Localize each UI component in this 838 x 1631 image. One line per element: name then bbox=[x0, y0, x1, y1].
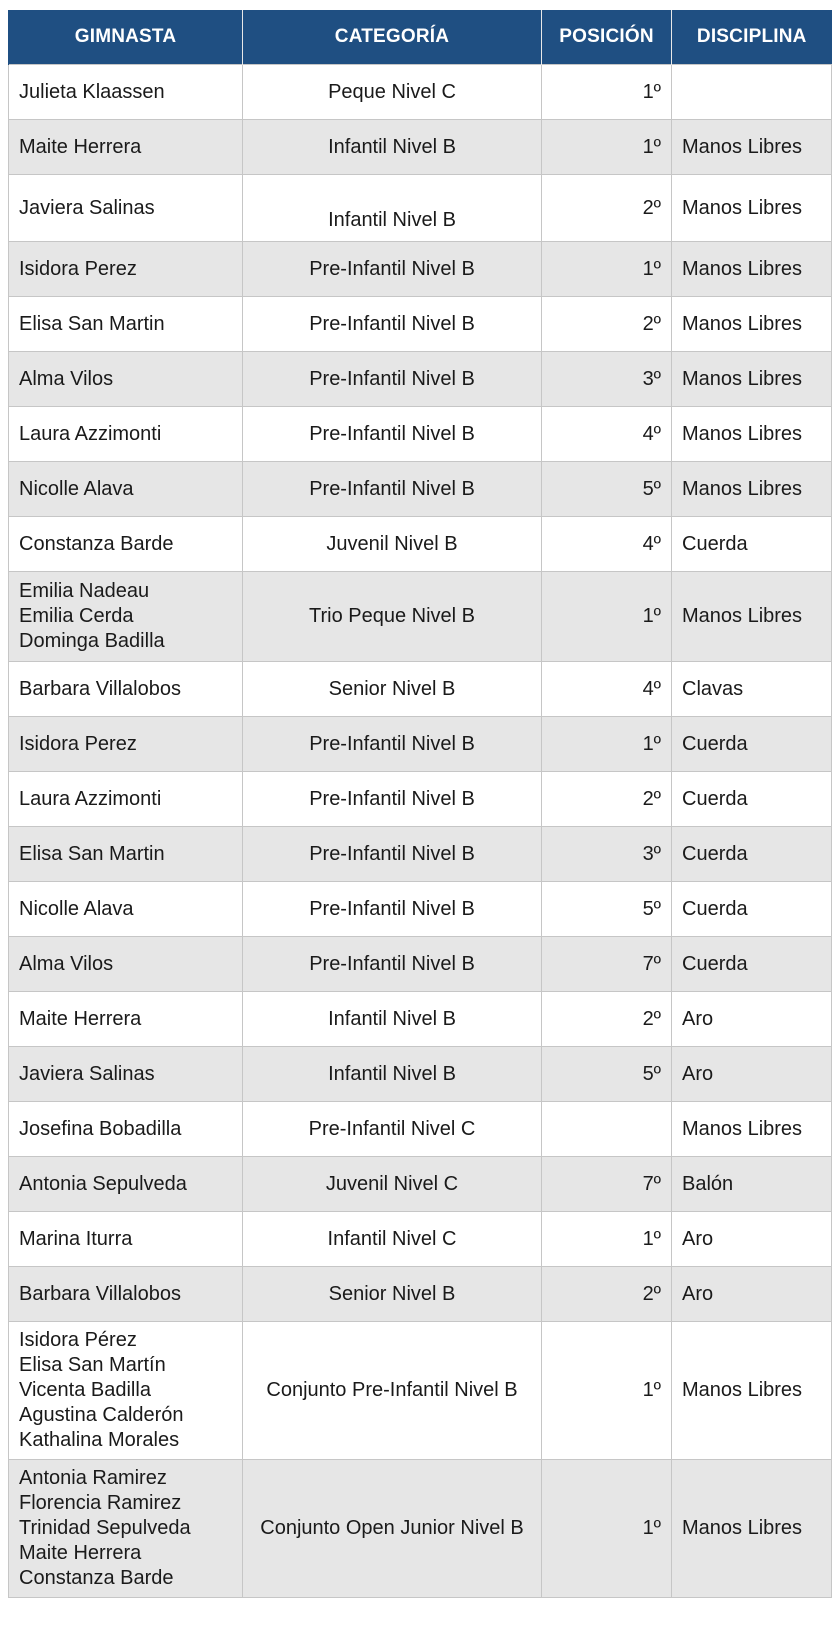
gimnasta-name: Javiera Salinas bbox=[19, 197, 155, 219]
categoria-text: Pre-Infantil Nivel B bbox=[309, 732, 475, 755]
gimnasta-name: Elisa San Martin bbox=[19, 842, 165, 865]
cell-disciplina: Cuerda bbox=[672, 517, 832, 572]
cell-gimnasta bbox=[9, 662, 243, 717]
table-row bbox=[9, 662, 832, 717]
cell-categoria bbox=[243, 827, 542, 882]
cell-gimnasta bbox=[9, 65, 243, 120]
gimnasta-name: Nicolle Alava bbox=[19, 897, 134, 920]
cell-categoria bbox=[243, 662, 542, 717]
cell-categoria bbox=[243, 882, 542, 937]
categoria-text: Juvenil Nivel B bbox=[326, 532, 458, 555]
table-row bbox=[9, 120, 832, 175]
table-row bbox=[9, 1157, 832, 1212]
cell-categoria bbox=[243, 1047, 542, 1102]
cell-posicion: 2º bbox=[542, 992, 672, 1047]
cell-gimnasta bbox=[9, 827, 243, 882]
gimnasta-name: Josefina Bobadilla bbox=[19, 1117, 182, 1140]
gimnasta-name: Alma Vilos bbox=[19, 367, 114, 390]
cell-categoria bbox=[243, 517, 542, 572]
cell-disciplina: Aro bbox=[672, 1047, 832, 1102]
cell-posicion: 2º bbox=[542, 175, 672, 242]
cell-disciplina: Clavas bbox=[672, 662, 832, 717]
cell-disciplina: Cuerda bbox=[672, 772, 832, 827]
gimnasta-name: Florencia Ramirez bbox=[19, 1492, 182, 1514]
cell-disciplina: Manos Libres bbox=[672, 297, 832, 352]
table-row bbox=[9, 462, 832, 517]
cell-categoria bbox=[243, 352, 542, 407]
cell-disciplina: Balón bbox=[672, 1157, 832, 1212]
table-row bbox=[9, 772, 832, 827]
cell-posicion: 2º bbox=[542, 297, 672, 352]
header-disciplina: DISCIPLINA bbox=[672, 10, 832, 65]
categoria-text: Pre-Infantil Nivel B bbox=[309, 257, 475, 280]
cell-gimnasta bbox=[9, 242, 243, 297]
cell-gimnasta bbox=[9, 175, 243, 242]
table-header bbox=[9, 10, 832, 65]
cell-categoria bbox=[243, 1460, 542, 1598]
gimnasta-name: Dominga Badilla bbox=[19, 630, 165, 652]
gimnasta-name: Kathalina Morales bbox=[19, 1429, 180, 1451]
cell-posicion: 1º bbox=[542, 65, 672, 120]
cell-disciplina: Manos Libres bbox=[672, 1102, 832, 1157]
table-row bbox=[9, 1460, 832, 1598]
gimnasta-name: Agustina Calderón bbox=[19, 1404, 184, 1426]
cell-gimnasta bbox=[9, 1102, 243, 1157]
cell-disciplina: Cuerda bbox=[672, 717, 832, 772]
cell-gimnasta bbox=[9, 1212, 243, 1267]
categoria-text: Trio Peque Nivel B bbox=[309, 605, 475, 627]
table-row bbox=[9, 1267, 832, 1322]
cell-categoria bbox=[243, 1267, 542, 1322]
gimnasta-name: Constanza Barde bbox=[19, 532, 174, 555]
table-row bbox=[9, 1212, 832, 1267]
cell-disciplina: Aro bbox=[672, 992, 832, 1047]
gimnasta-name: Barbara Villalobos bbox=[19, 677, 181, 700]
cell-disciplina: Cuerda bbox=[672, 937, 832, 992]
gimnasta-name: Laura Azzimonti bbox=[19, 422, 162, 445]
gimnasta-name: Isidora Pérez bbox=[19, 1329, 137, 1351]
cell-categoria bbox=[243, 242, 542, 297]
gimnasta-name: Emilia Cerda bbox=[19, 605, 134, 627]
table-row bbox=[9, 297, 832, 352]
cell-disciplina: Manos Libres bbox=[672, 572, 832, 662]
results-table bbox=[8, 10, 832, 1598]
cell-posicion: 4º bbox=[542, 517, 672, 572]
categoria-text: Peque Nivel C bbox=[328, 80, 456, 103]
gimnasta-name: Antonia Sepulveda bbox=[19, 1172, 187, 1195]
results-table-container bbox=[8, 10, 831, 1598]
cell-disciplina: Manos Libres bbox=[672, 120, 832, 175]
gimnasta-name: Marina Iturra bbox=[19, 1227, 133, 1250]
categoria-text: Pre-Infantil Nivel B bbox=[309, 952, 475, 975]
categoria-text: Juvenil Nivel C bbox=[325, 1172, 459, 1195]
table-row bbox=[9, 242, 832, 297]
cell-posicion: 7º bbox=[542, 1157, 672, 1212]
cell-posicion: 2º bbox=[542, 772, 672, 827]
cell-posicion: 1º bbox=[542, 242, 672, 297]
cell-gimnasta bbox=[9, 1460, 243, 1598]
cell-posicion: 4º bbox=[542, 662, 672, 717]
categoria-text: Pre-Infantil Nivel B bbox=[309, 477, 475, 500]
gimnasta-name: Nicolle Alava bbox=[19, 477, 134, 500]
cell-posicion: 7º bbox=[542, 937, 672, 992]
cell-gimnasta bbox=[9, 407, 243, 462]
cell-gimnasta bbox=[9, 937, 243, 992]
cell-posicion: 4º bbox=[542, 407, 672, 462]
cell-gimnasta bbox=[9, 772, 243, 827]
categoria-text: Infantil Nivel B bbox=[328, 135, 456, 158]
cell-categoria bbox=[243, 65, 542, 120]
cell-categoria bbox=[243, 120, 542, 175]
categoria-text: Pre-Infantil Nivel B bbox=[309, 312, 475, 335]
gimnasta-name: Javiera Salinas bbox=[19, 1062, 155, 1085]
categoria-text: Pre-Infantil Nivel B bbox=[309, 367, 475, 390]
table-row bbox=[9, 352, 832, 407]
cell-disciplina: Manos Libres bbox=[672, 407, 832, 462]
categoria-text: Senior Nivel B bbox=[328, 1282, 456, 1305]
table-row bbox=[9, 175, 832, 242]
cell-posicion: 5º bbox=[542, 1047, 672, 1102]
cell-disciplina: Manos Libres bbox=[672, 1460, 832, 1598]
cell-disciplina: Manos Libres bbox=[672, 352, 832, 407]
cell-categoria bbox=[243, 992, 542, 1047]
cell-categoria bbox=[243, 297, 542, 352]
cell-gimnasta bbox=[9, 1047, 243, 1102]
categoria-text: Infantil Nivel B bbox=[328, 1007, 456, 1030]
gimnasta-name: Emilia Nadeau bbox=[19, 580, 150, 602]
cell-posicion: 1º bbox=[542, 1212, 672, 1267]
gimnasta-name: Maite Herrera bbox=[19, 135, 142, 158]
cell-gimnasta bbox=[9, 352, 243, 407]
cell-posicion: 5º bbox=[542, 882, 672, 937]
categoria-text: Conjunto Open Junior Nivel B bbox=[260, 1517, 524, 1539]
table-row bbox=[9, 1047, 832, 1102]
table-row bbox=[9, 827, 832, 882]
cell-disciplina: Aro bbox=[672, 1212, 832, 1267]
cell-categoria bbox=[243, 1322, 542, 1460]
cell-posicion: 1º bbox=[542, 120, 672, 175]
cell-posicion: 1º bbox=[542, 1460, 672, 1598]
categoria-text: Pre-Infantil Nivel C bbox=[308, 1117, 476, 1140]
table-row bbox=[9, 992, 832, 1047]
table-row bbox=[9, 517, 832, 572]
table-row bbox=[9, 1322, 832, 1460]
cell-disciplina: Manos Libres bbox=[672, 175, 832, 242]
categoria-text: Conjunto Pre-Infantil Nivel B bbox=[266, 1379, 518, 1401]
gimnasta-name: Maite Herrera bbox=[19, 1542, 142, 1564]
gimnasta-name: Vicenta Badilla bbox=[19, 1379, 151, 1401]
table-row bbox=[9, 937, 832, 992]
cell-categoria bbox=[243, 1102, 542, 1157]
categoria-text: Pre-Infantil Nivel B bbox=[309, 787, 475, 810]
cell-categoria bbox=[243, 1212, 542, 1267]
cell-gimnasta bbox=[9, 717, 243, 772]
cell-categoria bbox=[243, 717, 542, 772]
table-row bbox=[9, 717, 832, 772]
cell-disciplina bbox=[672, 65, 832, 120]
categoria-text: Pre-Infantil Nivel B bbox=[309, 422, 475, 445]
cell-posicion: 1º bbox=[542, 1322, 672, 1460]
cell-gimnasta bbox=[9, 517, 243, 572]
cell-disciplina: Cuerda bbox=[672, 827, 832, 882]
cell-gimnasta bbox=[9, 1157, 243, 1212]
table-row bbox=[9, 882, 832, 937]
cell-disciplina: Manos Libres bbox=[672, 1322, 832, 1460]
gimnasta-name: Maite Herrera bbox=[19, 1007, 142, 1030]
cell-categoria bbox=[243, 772, 542, 827]
categoria-text: Pre-Infantil Nivel B bbox=[309, 897, 475, 920]
cell-gimnasta bbox=[9, 120, 243, 175]
cell-gimnasta bbox=[9, 882, 243, 937]
cell-categoria bbox=[243, 572, 542, 662]
header-categoria: CATEGORÍA bbox=[243, 10, 542, 65]
gimnasta-name: Elisa San Martin bbox=[19, 312, 165, 335]
cell-gimnasta bbox=[9, 992, 243, 1047]
cell-categoria bbox=[243, 462, 542, 517]
cell-posicion: 5º bbox=[542, 462, 672, 517]
cell-gimnasta bbox=[9, 297, 243, 352]
categoria-text: Senior Nivel B bbox=[328, 677, 456, 700]
cell-posicion: 3º bbox=[542, 827, 672, 882]
cell-gimnasta bbox=[9, 1267, 243, 1322]
table-row bbox=[9, 1102, 832, 1157]
table-row bbox=[9, 65, 832, 120]
gimnasta-name: Isidora Perez bbox=[19, 732, 137, 755]
cell-posicion bbox=[542, 1102, 672, 1157]
cell-disciplina: Manos Libres bbox=[672, 242, 832, 297]
header-row bbox=[9, 10, 832, 65]
gimnasta-name: Barbara Villalobos bbox=[19, 1282, 181, 1305]
cell-categoria bbox=[243, 1157, 542, 1212]
cell-categoria bbox=[243, 407, 542, 462]
cell-disciplina: Aro bbox=[672, 1267, 832, 1322]
cell-posicion: 1º bbox=[542, 717, 672, 772]
categoria-text: Infantil Nivel C bbox=[327, 1227, 457, 1250]
cell-posicion: 3º bbox=[542, 352, 672, 407]
gimnasta-name: Isidora Perez bbox=[19, 257, 137, 280]
cell-gimnasta bbox=[9, 462, 243, 517]
cell-gimnasta bbox=[9, 572, 243, 662]
cell-disciplina: Cuerda bbox=[672, 882, 832, 937]
gimnasta-name: Antonia Ramirez bbox=[19, 1467, 167, 1489]
header-gimnasta: GIMNASTA bbox=[9, 10, 243, 65]
cell-gimnasta bbox=[9, 1322, 243, 1460]
categoria-text: Infantil Nivel B bbox=[328, 208, 456, 231]
table-body bbox=[9, 65, 832, 1598]
header-posicion: POSICIÓN bbox=[542, 10, 672, 65]
table-row bbox=[9, 572, 832, 662]
gimnasta-name: Laura Azzimonti bbox=[19, 787, 162, 810]
table-row bbox=[9, 407, 832, 462]
cell-posicion: 1º bbox=[542, 572, 672, 662]
cell-posicion: 2º bbox=[542, 1267, 672, 1322]
gimnasta-name: Constanza Barde bbox=[19, 1567, 174, 1589]
cell-categoria bbox=[243, 937, 542, 992]
gimnasta-name: Elisa San Martín bbox=[19, 1354, 166, 1376]
categoria-text: Pre-Infantil Nivel B bbox=[309, 842, 475, 865]
gimnasta-name: Trinidad Sepulveda bbox=[19, 1517, 191, 1539]
cell-disciplina: Manos Libres bbox=[672, 462, 832, 517]
gimnasta-name: Julieta Klaassen bbox=[19, 80, 165, 103]
categoria-text: Infantil Nivel B bbox=[328, 1062, 456, 1085]
cell-categoria bbox=[243, 175, 542, 242]
gimnasta-name: Alma Vilos bbox=[19, 952, 114, 975]
